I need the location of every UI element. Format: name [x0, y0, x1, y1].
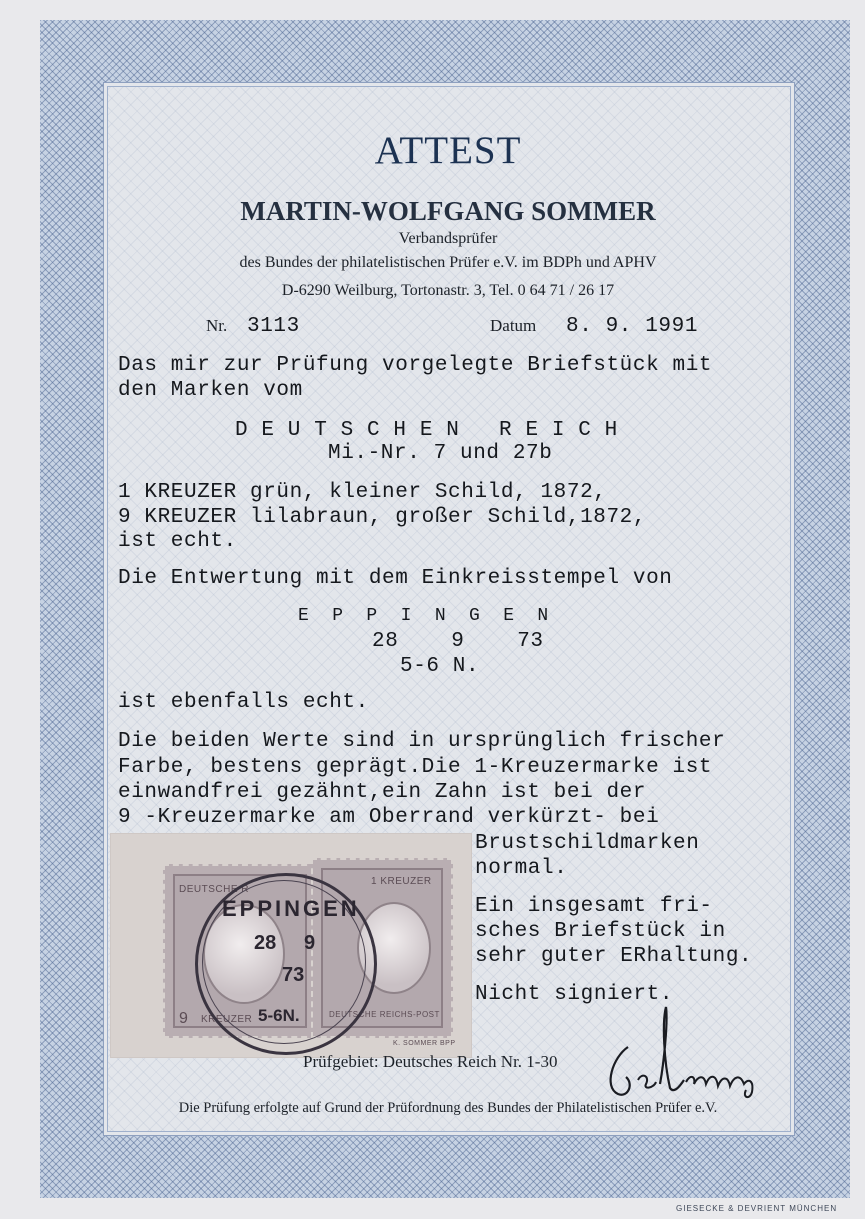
pruefgebiet-line: Prüfgebiet: Deutsches Reich Nr. 1-30: [303, 1052, 558, 1071]
datum-label: Datum: [490, 316, 537, 335]
stamp-description-2: 9 KREUZER lilabraun, großer Schild,1872,: [118, 506, 647, 529]
postmark-month: 9: [304, 932, 316, 954]
postmark-day: 28: [254, 932, 277, 954]
regulation-note: Die Prüfung erfolgte auf Grund der Prüfordnung des Bundes der Philatelistischen Prüfer e.V.: [178, 1100, 718, 1116]
body-line-2: den Marken vom: [118, 379, 303, 402]
genuine-line: ist echt.: [118, 530, 237, 553]
association-line: des Bundes der philatelistischen Prüfer e.V. im BDPh und APHV: [239, 254, 657, 271]
cancel-intro-line: Die Entwertung mit dem Einkreisstempel von: [118, 567, 673, 590]
description-line-2: Farbe, bestens geprägt.Die 1-Kreuzermarke ist: [118, 756, 713, 779]
cancel-genuine-line: ist ebenfalls echt.: [118, 691, 369, 714]
description-line-3: einwandfrei gezähnt,ein Zahn ist bei der: [118, 781, 647, 804]
examiner-role: Verbandsprüfer: [398, 230, 498, 247]
stamp-left-top-text: DEUTSCHE R: [179, 884, 250, 895]
postmark-time: 5-6N.: [258, 1006, 300, 1025]
nr-value: 3113: [247, 315, 300, 338]
catalog-line: Mi.-Nr. 7 und 27b: [328, 442, 553, 465]
stamp-left-denomination: KREUZER: [201, 1014, 253, 1025]
certificate-title: ATTEST: [374, 129, 522, 172]
description-line-5: Brustschildmarken: [475, 832, 700, 855]
postmark-town: EPPINGEN: [222, 896, 360, 921]
address-line: D-6290 Weilburg, Tortonastr. 3, Tel. 0 64 71 / 26 17: [281, 282, 615, 299]
nr-label: Nr.: [206, 316, 228, 335]
stamp-right-side-text: DEUTSCHE REICHS-POST: [329, 1010, 440, 1019]
description-line-1: Die beiden Werte sind in ursprünglich frischer: [118, 730, 726, 753]
cancel-town-line: E P P I N G E N: [298, 606, 549, 626]
cancel-time-line: 5-6 N.: [400, 655, 480, 678]
examiner-name: MARTIN-WOLFGANG SOMMER: [240, 196, 656, 226]
examiner-signature: [598, 1002, 788, 1102]
datum-value: 8. 9. 1991: [566, 315, 699, 338]
printer-imprint: GIESECKE & DEVRIENT MÜNCHEN: [676, 1204, 838, 1213]
summary-line-2: sches Briefstück in: [475, 920, 726, 943]
summary-line-1: Ein insgesamt fri-: [475, 895, 713, 918]
description-line-6: normal.: [475, 857, 568, 880]
unsigned-line: Nicht signiert.: [475, 983, 674, 1006]
stamp-description-1: 1 KREUZER grün, kleiner Schild, 1872,: [118, 481, 607, 504]
stamp-left-value: 9: [179, 1010, 189, 1027]
postmark-year: 73: [282, 964, 305, 986]
stamp-right-top-text: 1 KREUZER: [371, 876, 432, 887]
examiner-mark: K. SOMMER BPP: [393, 1040, 456, 1047]
body-line-1: Das mir zur Prüfung vorgelegte Briefstück mit: [118, 354, 713, 377]
country-line: D E U T S C H E N R E I C H: [235, 419, 618, 442]
description-line-4: 9 -Kreuzermarke am Oberrand verkürzt- bei: [118, 806, 660, 829]
cancel-date-line: 28 9 73: [372, 630, 544, 653]
summary-line-3: sehr guter ERhaltung.: [475, 945, 753, 968]
